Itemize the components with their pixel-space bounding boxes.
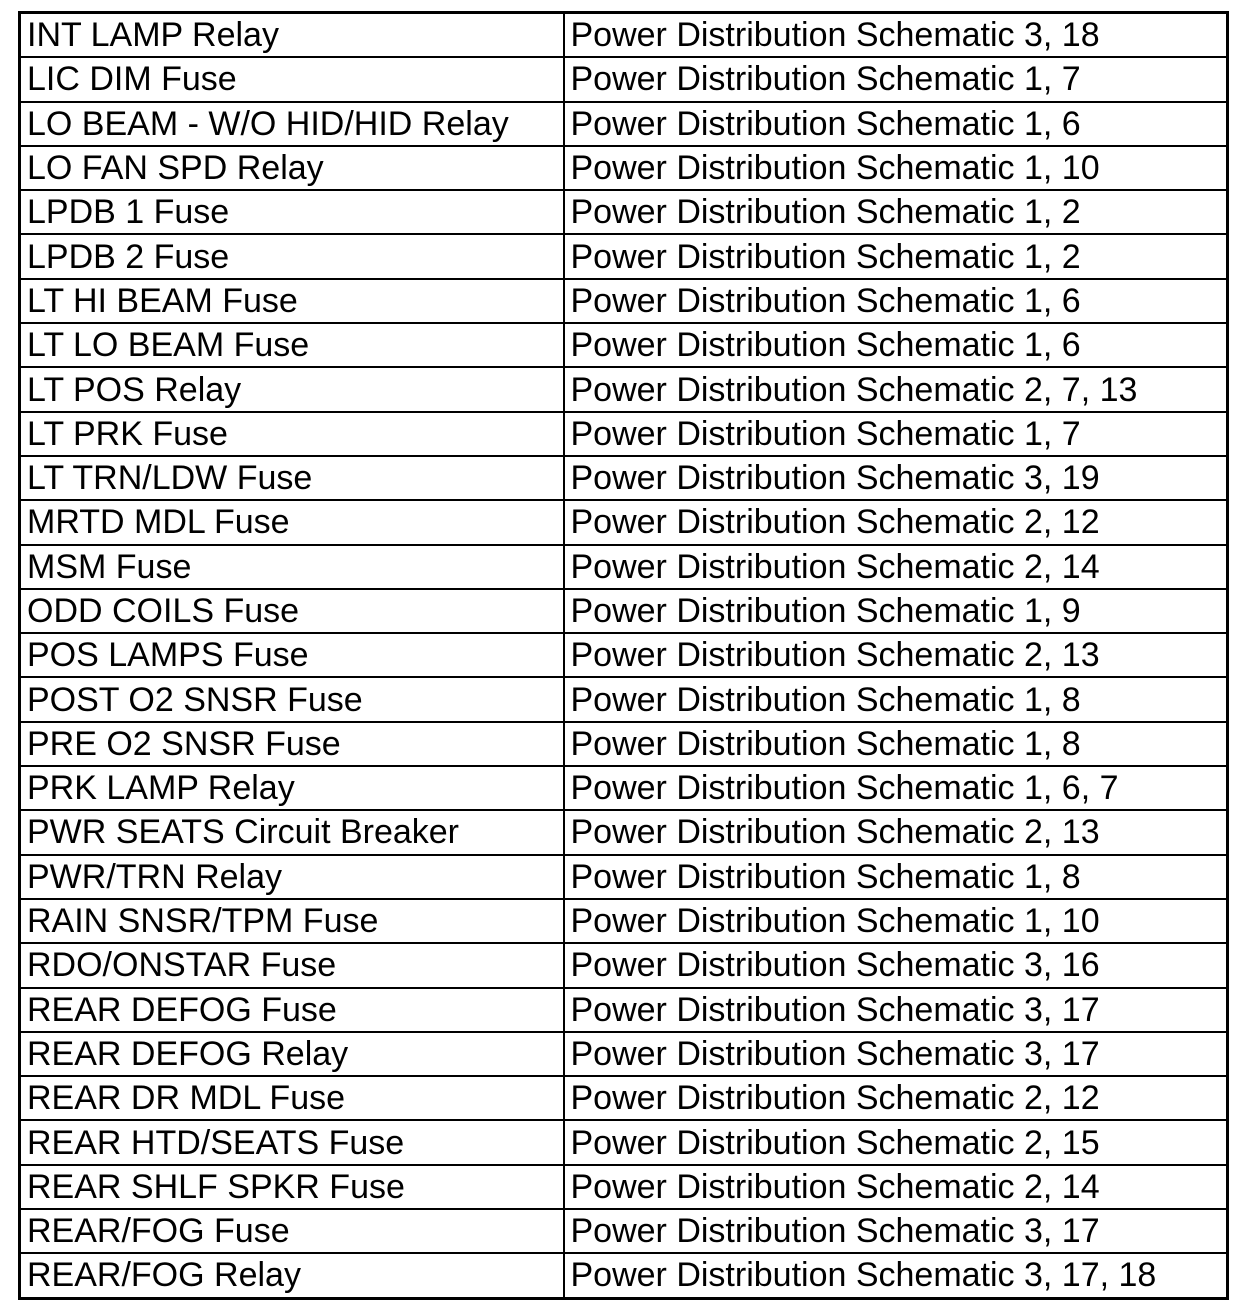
component-name-cell: REAR/FOG Relay [20,1253,564,1298]
table-row [20,412,1228,456]
component-name-cell: REAR SHLF SPKR Fuse [20,1165,564,1209]
table-body [20,13,1228,1299]
table-row [20,279,1228,323]
component-name-cell: LT PRK Fuse [20,412,564,456]
schematic-location-cell: Power Distribution Schematic 3, 17, 18 [564,1253,1228,1298]
component-name-cell: REAR DEFOG Fuse [20,988,564,1032]
schematic-location-cell: Power Distribution Schematic 1, 8 [564,722,1228,766]
component-name-cell: RDO/ONSTAR Fuse [20,943,564,987]
component-name-cell: LT HI BEAM Fuse [20,279,564,323]
schematic-location-cell: Power Distribution Schematic 3, 17 [564,988,1228,1032]
schematic-location-cell: Power Distribution Schematic 3, 18 [564,13,1228,58]
table-row [20,367,1228,411]
table-row [20,633,1228,677]
table-row [20,988,1228,1032]
component-name-cell: LO FAN SPD Relay [20,146,564,190]
schematic-location-cell: Power Distribution Schematic 2, 12 [564,500,1228,544]
component-name-cell: LPDB 1 Fuse [20,190,564,234]
table-row [20,766,1228,810]
table-row [20,323,1228,367]
table-row [20,899,1228,943]
schematic-location-cell: Power Distribution Schematic 1, 10 [564,899,1228,943]
schematic-location-cell: Power Distribution Schematic 3, 17 [564,1032,1228,1076]
schematic-location-cell: Power Distribution Schematic 1, 7 [564,412,1228,456]
component-name-cell: MSM Fuse [20,545,564,589]
component-name-cell: REAR/FOG Fuse [20,1209,564,1253]
component-name-cell: POS LAMPS Fuse [20,633,564,677]
component-name-cell: LO BEAM - W/O HID/HID Relay [20,102,564,146]
component-name-cell: LPDB 2 Fuse [20,234,564,278]
schematic-location-cell: Power Distribution Schematic 1, 6 [564,323,1228,367]
table-row [20,456,1228,500]
table-row [20,190,1228,234]
table-row [20,545,1228,589]
component-name-cell: PRE O2 SNSR Fuse [20,722,564,766]
schematic-location-cell: Power Distribution Schematic 2, 12 [564,1076,1228,1120]
component-name-cell: LIC DIM Fuse [20,57,564,101]
table-row [20,1076,1228,1120]
table-row [20,234,1228,278]
table-row [20,589,1228,633]
schematic-location-cell: Power Distribution Schematic 3, 17 [564,1209,1228,1253]
table-row [20,1165,1228,1209]
table-row [20,855,1228,899]
component-name-cell: POST O2 SNSR Fuse [20,677,564,721]
table-row [20,810,1228,854]
table-row [20,1032,1228,1076]
schematic-location-cell: Power Distribution Schematic 2, 13 [564,633,1228,677]
component-name-cell: LT LO BEAM Fuse [20,323,564,367]
component-name-cell: MRTD MDL Fuse [20,500,564,544]
schematic-location-cell: Power Distribution Schematic 1, 7 [564,57,1228,101]
table-row [20,677,1228,721]
schematic-location-cell: Power Distribution Schematic 1, 8 [564,855,1228,899]
table-row [20,722,1228,766]
schematic-location-cell: Power Distribution Schematic 3, 19 [564,456,1228,500]
table-row [20,57,1228,101]
schematic-location-cell: Power Distribution Schematic 1, 6 [564,102,1228,146]
component-name-cell: INT LAMP Relay [20,13,564,58]
schematic-location-cell: Power Distribution Schematic 2, 14 [564,1165,1228,1209]
schematic-location-cell: Power Distribution Schematic 2, 7, 13 [564,367,1228,411]
component-name-cell: ODD COILS Fuse [20,589,564,633]
schematic-location-cell: Power Distribution Schematic 1, 8 [564,677,1228,721]
schematic-location-cell: Power Distribution Schematic 1, 2 [564,234,1228,278]
component-name-cell: REAR DEFOG Relay [20,1032,564,1076]
component-name-cell: LT POS Relay [20,367,564,411]
component-name-cell: REAR HTD/SEATS Fuse [20,1120,564,1164]
component-name-cell: PRK LAMP Relay [20,766,564,810]
schematic-location-cell: Power Distribution Schematic 3, 16 [564,943,1228,987]
table-row [20,1120,1228,1164]
schematic-location-cell: Power Distribution Schematic 1, 6 [564,279,1228,323]
table-row [20,500,1228,544]
schematic-location-cell: Power Distribution Schematic 2, 13 [564,810,1228,854]
component-name-cell: REAR DR MDL Fuse [20,1076,564,1120]
table-row [20,1209,1228,1253]
schematic-location-cell: Power Distribution Schematic 2, 14 [564,545,1228,589]
component-name-cell: PWR/TRN Relay [20,855,564,899]
schematic-location-cell: Power Distribution Schematic 1, 2 [564,190,1228,234]
table-row [20,1253,1228,1298]
table-row [20,13,1228,58]
component-name-cell: LT TRN/LDW Fuse [20,456,564,500]
schematic-location-cell: Power Distribution Schematic 1, 10 [564,146,1228,190]
table-row [20,943,1228,987]
schematic-location-cell: Power Distribution Schematic 1, 9 [564,589,1228,633]
table-row [20,146,1228,190]
component-name-cell: RAIN SNSR/TPM Fuse [20,899,564,943]
schematic-location-cell: Power Distribution Schematic 2, 15 [564,1120,1228,1164]
table-row [20,102,1228,146]
component-name-cell: PWR SEATS Circuit Breaker [20,810,564,854]
schematic-location-cell: Power Distribution Schematic 1, 6, 7 [564,766,1228,810]
component-location-table [18,11,1229,1300]
